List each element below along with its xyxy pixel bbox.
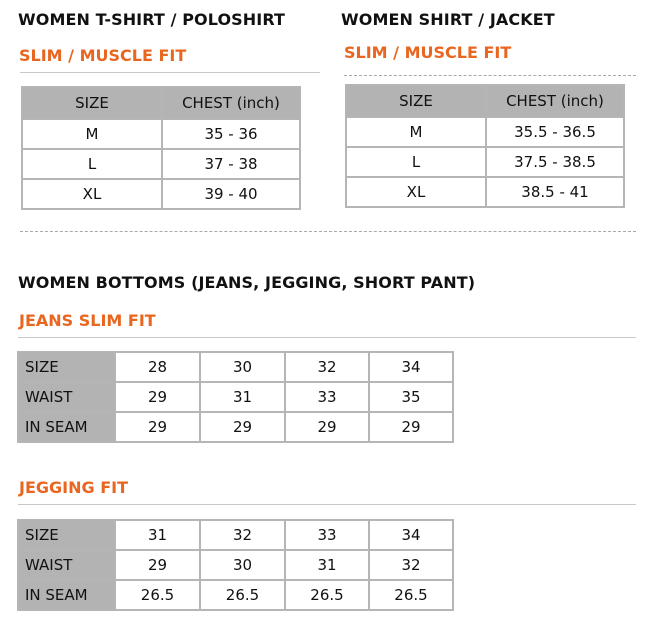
row-label: IN SEAM xyxy=(18,580,115,610)
value-cell: 29 xyxy=(115,412,200,442)
jegging-fit-underline xyxy=(18,504,636,505)
chest-cell: 37 - 38 xyxy=(162,149,300,179)
table-row xyxy=(18,412,453,442)
row-label: SIZE xyxy=(18,352,115,382)
table-row xyxy=(18,550,453,580)
size-column-header: SIZE xyxy=(22,87,162,119)
size-cell: M xyxy=(22,119,162,149)
value-cell: 34 xyxy=(369,520,453,550)
chest-column-header: CHEST (inch) xyxy=(162,87,300,119)
value-cell: 26.5 xyxy=(369,580,453,610)
size-cell: L xyxy=(346,147,486,177)
value-cell: 34 xyxy=(369,352,453,382)
chest-cell: 35.5 - 36.5 xyxy=(486,117,624,147)
table-row xyxy=(346,177,624,207)
value-cell: 32 xyxy=(369,550,453,580)
shirt-section-title: WOMEN SHIRT / JACKET xyxy=(341,10,555,29)
value-cell: 32 xyxy=(200,520,285,550)
tshirt-fit-label: SLIM / MUSCLE FIT xyxy=(19,46,187,65)
jeans-size-table xyxy=(17,351,454,443)
value-cell: 29 xyxy=(369,412,453,442)
value-cell: 33 xyxy=(285,520,369,550)
value-cell: 30 xyxy=(200,352,285,382)
size-cell: XL xyxy=(346,177,486,207)
table-row xyxy=(346,147,624,177)
value-cell: 29 xyxy=(115,382,200,412)
value-cell: 31 xyxy=(285,550,369,580)
value-cell: 29 xyxy=(200,412,285,442)
size-cell: XL xyxy=(22,179,162,209)
value-cell: 31 xyxy=(115,520,200,550)
table-row xyxy=(22,149,300,179)
value-cell: 33 xyxy=(285,382,369,412)
value-cell: 30 xyxy=(200,550,285,580)
table-row xyxy=(18,352,453,382)
chest-cell: 38.5 - 41 xyxy=(486,177,624,207)
tshirt-section-title: WOMEN T-SHIRT / POLOSHIRT xyxy=(18,10,286,29)
size-cell: L xyxy=(22,149,162,179)
table-row xyxy=(346,117,624,147)
bottoms-section-title: WOMEN BOTTOMS (JEANS, JEGGING, SHORT PANT) xyxy=(18,273,476,292)
value-cell: 26.5 xyxy=(285,580,369,610)
chest-cell: 37.5 - 38.5 xyxy=(486,147,624,177)
size-cell: M xyxy=(346,117,486,147)
jeans-fit-label: JEANS SLIM FIT xyxy=(19,311,156,330)
tshirt-size-table xyxy=(21,86,301,210)
value-cell: 32 xyxy=(285,352,369,382)
table-header-row xyxy=(22,87,300,119)
jegging-fit-label: JEGGING FIT xyxy=(19,478,128,497)
shirt-size-table xyxy=(345,84,625,208)
table-row xyxy=(18,520,453,550)
chest-column-header: CHEST (inch) xyxy=(486,85,624,117)
shirt-fit-divider xyxy=(344,75,636,76)
section-divider xyxy=(20,231,636,232)
value-cell: 28 xyxy=(115,352,200,382)
size-column-header: SIZE xyxy=(346,85,486,117)
table-row xyxy=(18,382,453,412)
table-header-row xyxy=(346,85,624,117)
row-label: IN SEAM xyxy=(18,412,115,442)
jegging-size-table xyxy=(17,519,454,611)
tshirt-fit-underline xyxy=(20,72,320,73)
value-cell: 26.5 xyxy=(200,580,285,610)
jeans-fit-underline xyxy=(18,337,636,338)
value-cell: 26.5 xyxy=(115,580,200,610)
chest-cell: 35 - 36 xyxy=(162,119,300,149)
table-row xyxy=(22,179,300,209)
row-label: WAIST xyxy=(18,382,115,412)
row-label: WAIST xyxy=(18,550,115,580)
value-cell: 29 xyxy=(285,412,369,442)
table-row xyxy=(22,119,300,149)
value-cell: 29 xyxy=(115,550,200,580)
row-label: SIZE xyxy=(18,520,115,550)
value-cell: 31 xyxy=(200,382,285,412)
chest-cell: 39 - 40 xyxy=(162,179,300,209)
value-cell: 35 xyxy=(369,382,453,412)
shirt-fit-label: SLIM / MUSCLE FIT xyxy=(344,43,512,62)
table-row xyxy=(18,580,453,610)
